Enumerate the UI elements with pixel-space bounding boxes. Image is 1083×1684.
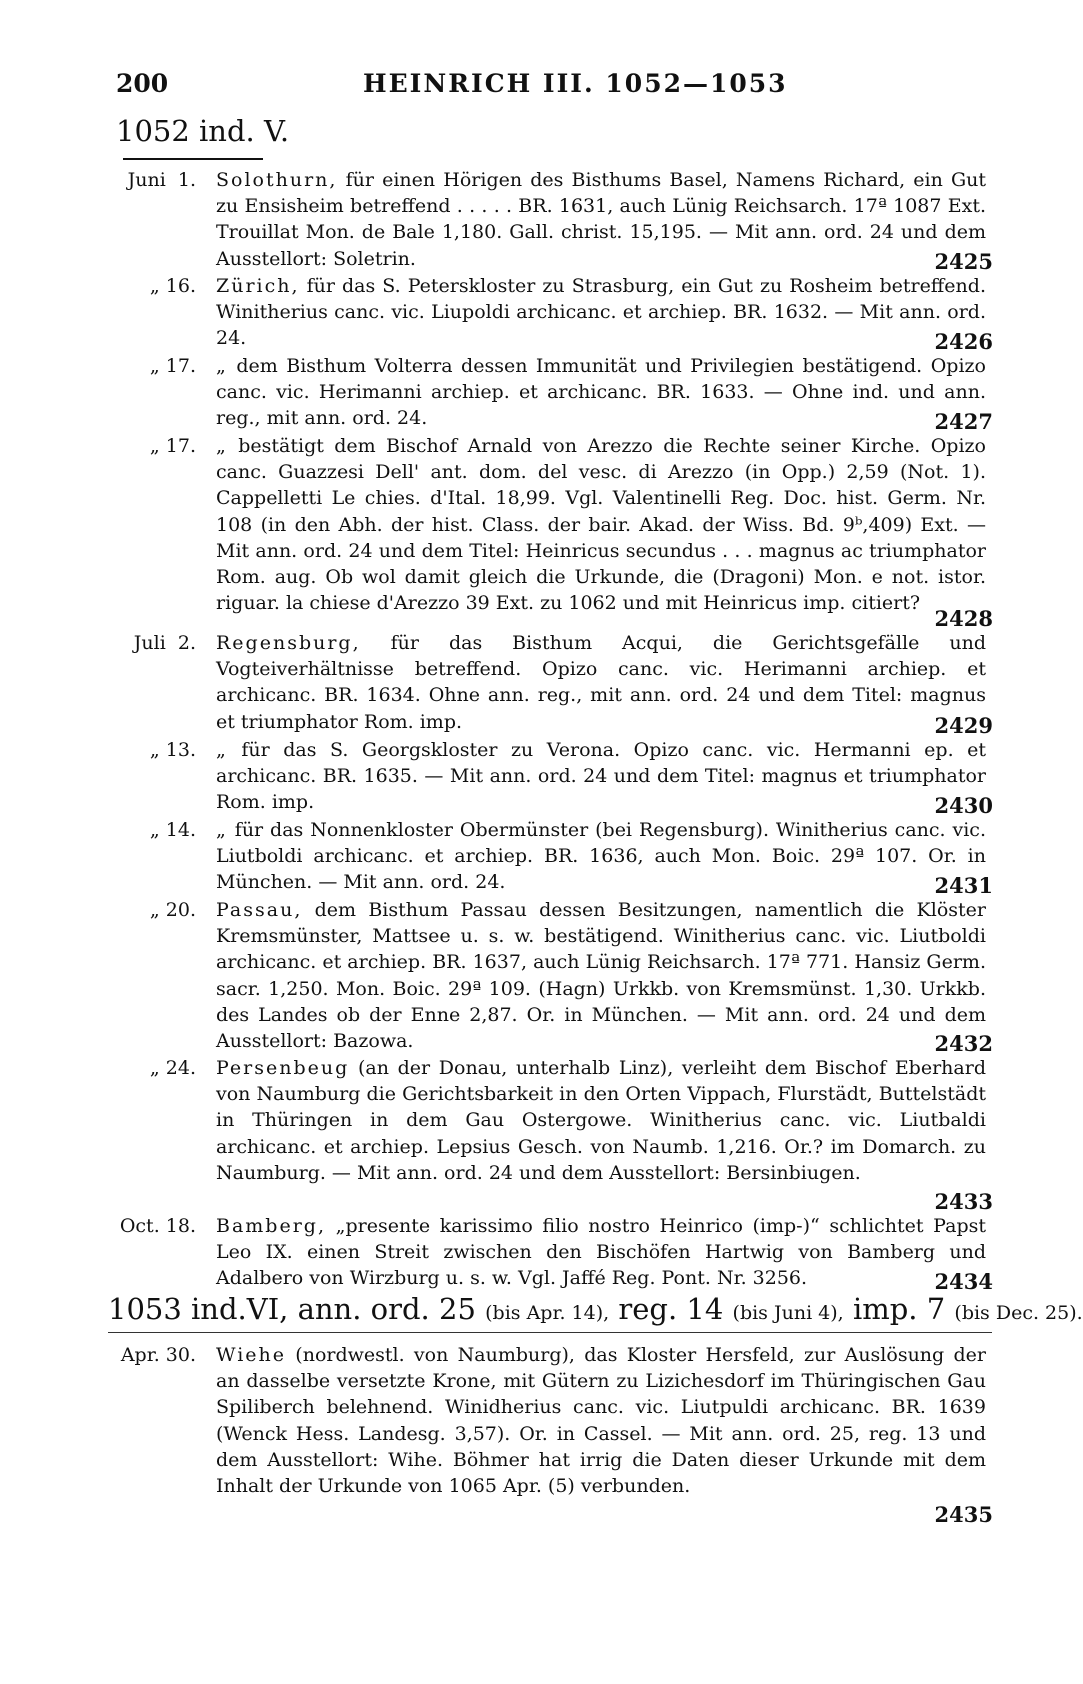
entry-text [216,817,986,896]
regest-entry [108,1342,993,1526]
entry-body: dem Bisthum Volterra dessen Immunität und Privilegien bestätigend. Opizo canc. vic. Herimanni archiep. et archicanc. BR. 1633. — Ohne ind. und ann. reg., mit ann. ord. 24. [216,355,986,430]
regest-entry [108,167,993,273]
regest-entry [108,897,993,1055]
entry-place: Persenbeug [216,1057,350,1079]
regest-number: 2435 [934,1502,993,1527]
entry-date: „ 17. [149,355,196,377]
regest-entry [108,630,993,737]
section-heading-note: (bis Dec. 25). [954,1302,1083,1324]
entry-date: „ 24. [149,1057,196,1079]
regest-entry [108,1213,993,1293]
regest-entry [108,737,993,817]
entry-body: (nordwestl. von Naumburg), das Kloster Hersfeld, zur Auslösung der an dasselbe versetzte Krone, mit Gütern zu Lizichesdorf im Thüringischen Gau Spiliberch belehnend. Winidherius canc. vic. Liutpuldi archicanc. BR. 1639 (Wenck Hess. Landesg. 3,57). Or. in Cassel. — Mit ann. ord. 25, reg. 13 und dem Ausstellort: Wihe. Böhmer hat irrig die Daten dieser Urkunde mit dem Inhalt der Urkunde von 1065 Apr. (5) verbunden. [216,1344,986,1498]
entry-body: dem Bisthum Passau dessen Besitzungen, namentlich die Klöster Kremsmünster, Mattsee u. s. w. bestätigend. Winitherius canc. vic. Liutboldi archicanc. et archiep. BR. 1637, auch Lünig Reichsarch. 17ª 771. Hansiz Germ. sacr. 1,250. Mon. Boic. 29ª 109. (Hagn) Urkkb. von Kremsmünst. 1,30. Urkkb. des Landes ob der Enne 2,87. Or. in München. — Mit ann. ord. 24 und dem Ausstellort: Bazowa. [216,899,986,1053]
entry-body: für das Bisthum Acqui, die Gerichtsgefälle und Vogteiverhältnisse betreffend. Opizo canc. vic. Herimanni archiep. et archicanc. BR. 1634. Ohne ann. reg., mit ann. ord. 24 und dem Titel: magnus et triumphator Rom. imp. [216,632,986,733]
section-heading-main: 1053 ind.VI, ann. ord. 25 [108,1292,476,1326]
entry-place: Solothurn, [216,169,338,191]
entry-body: bestätigt dem Bischof Arnald von Arezzo die Rechte seiner Kirche. Opizo canc. Guazzesi Dell' ant. dom. del vesc. di Arezzo (in Opp.) 2,59 (Not. 1). Cappelletti Le chies. d'Ital. 18,99. Vgl. Valentinelli Reg. Doc. hist. Germ. Nr. 108 (in den Abh. der hist. Class. der bair. Akad. der Wiss. Bd. 9ᵇ,409) Ext. — Mit ann. ord. 24 und dem Titel: Heinricus secundus . . . magnus ac triumphator Rom. aug. Ob wol damit gleich die Urkunde, die (Dragoni) Mon. e not. istor. riguar. la chiese d'Arezzo 39 Ext. zu 1062 und mit Heinricus imp. citiert? [216,435,986,615]
entry-date: Juli 2. [133,632,196,654]
regest-number: 2426 [934,329,993,354]
entry-date: „ 20. [149,899,196,921]
entry-body: für das Nonnenkloster Obermünster (bei Regensburg). Winitherius canc. vic. Liutboldi archicanc. et archiep. BR. 1636, auch Mon. Boic. 29ª 107. Or. in München. — Mit ann. ord. 24. [216,819,986,894]
entry-place: „ [216,435,228,457]
entry-text [216,167,986,272]
entry-text [216,353,986,432]
regest-number: 2432 [934,1031,993,1056]
entry-date: Oct. 18. [119,1215,196,1237]
section-divider [108,1332,992,1333]
regest-number: 2430 [934,793,993,818]
regest-entry [108,353,993,433]
page-number: 200 [116,69,169,98]
running-header [116,64,846,104]
entry-place: Bamberg, [216,1215,326,1237]
entry-date: Apr. 30. [120,1344,196,1366]
entry-body: für das S. Georgskloster zu Verona. Opizo canc. vic. Hermanni ep. et archicanc. BR. 1635. — Mit ann. ord. 24 und dem Titel: magnus et triumphator Rom. imp. [216,739,987,814]
section-heading-1053 [108,1290,1083,1332]
entry-place: Passau, [216,899,303,921]
entry-text [216,1055,986,1186]
entry-text [216,433,986,616]
regest-number: 2428 [934,606,993,631]
section-heading-imp: imp. 7 [852,1292,946,1326]
entry-body: „presente karissimo filio nostro Heinrico (imp-)“ schlichtet Papst Leo IX. einen Streit zwischen den Bischöfen Hartwig von Bamberg und Adalbero von Wirzburg u. s. w. Vgl. Jaffé Reg. Pont. Nr. 3256. [216,1215,986,1290]
regest-number: 2433 [934,1189,993,1214]
entry-place: „ [216,355,228,377]
entry-place: Wiehe [216,1344,286,1366]
regest-number: 2434 [934,1269,993,1294]
entry-place: „ [216,819,228,841]
regest-number: 2431 [934,873,993,898]
section-heading-note: (bis Juni 4), [732,1302,844,1324]
entry-date: „ 13. [149,739,196,761]
entry-date: „ 16. [149,275,196,297]
entry-place: Zürich, [216,275,300,297]
entry-place: „ [216,739,228,761]
section-heading-1052: 1052 ind. V. [116,114,290,148]
regest-entry [108,817,993,897]
entry-body: (an der Donau, unterhalb Linz), verleiht dem Bischof Eberhard von Naumburg die Gerichtsbarkeit in den Orten Vippach, Flurstädt, Buttelstädt in Thüringen in dem Gau Ostergowe. Winitherius canc. vic. Liutbaldi archicanc. et archiep. Lepsius Gesch. von Naumb. 1,216. Or.? im Domarch. zu Naumburg. — Mit ann. ord. 24 und dem Ausstellort: Bersinbiugen. [216,1057,986,1184]
running-title: HEINRICH III. 1052—1053 [363,69,788,98]
entry-date: Juni 1. [127,169,196,191]
entry-text [216,1342,986,1499]
entry-text [216,630,986,735]
entry-place: Regensburg, [216,632,361,654]
entry-body: für das S. Peterskloster zu Strasburg, ein Gut zu Rosheim betreffend. Winitherius canc. vic. Liupoldi archicanc. et archiep. BR. 1632. — Mit ann. ord. 24. [216,275,986,350]
section-heading-reg: reg. 14 [618,1292,724,1326]
entry-text [216,897,986,1054]
regest-number: 2429 [934,713,993,738]
heading-underline [123,158,263,160]
entry-date: „ 17. [149,435,196,457]
regest-entry [108,1055,993,1213]
regest-number: 2425 [934,249,993,274]
regest-entry [108,273,993,353]
entry-body: für einen Hörigen des Bisthums Basel, Namens Richard, ein Gut zu Ensisheim betreffend . . . . . BR. 1631, auch Lünig Reichsarch. 17ª 1087 Ext. Trouillat Mon. de Bale 1,180. Gall. christ. 15,195. — Mit ann. ord. 24 und dem Ausstellort: Soletrin. [216,169,986,270]
regest-entry [108,433,993,630]
entry-date: „ 14. [149,819,196,841]
entry-text [216,1213,986,1292]
regest-number: 2427 [934,409,993,434]
entry-text [216,737,986,816]
entry-text [216,273,986,352]
section-heading-note: (bis Apr. 14), [485,1302,610,1324]
